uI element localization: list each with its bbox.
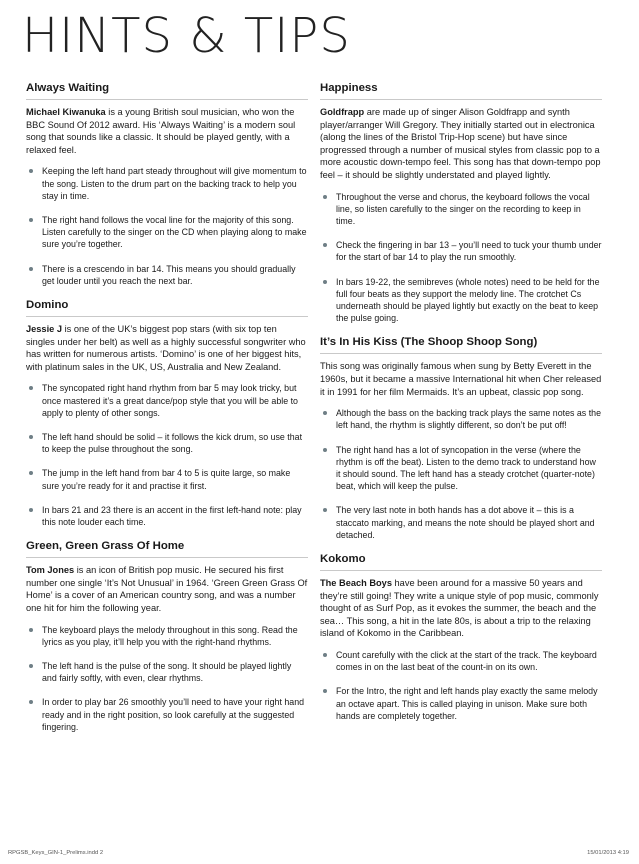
section-heading: Kokomo: [320, 553, 602, 571]
section-always-waiting: [26, 82, 308, 287]
tips-list: [320, 191, 602, 325]
left-column: [26, 82, 308, 745]
artist-name: Tom Jones: [26, 565, 75, 576]
section-green-green-grass: [26, 540, 308, 733]
intro-text: are made up of singer Alison Goldfrapp and synth player/arranger Will Gregory. They initially started out in electronica (along the lines of the Bristol Trip-Hop scene) but have since progressed through a number of musical styles from classic pop to a more acoustic down-tempo feel. This song has that down-tempo pop feel – it should be slightly understated and played lightly.: [320, 107, 601, 180]
tips-list: [320, 407, 602, 541]
right-column: [320, 82, 602, 734]
intro-text: is an icon of British pop music. He secured his first number one single ‘It’s Not Unusual’ in 1964. ‘Green Green Grass Of Home’ is a cover of an American country song, and was a number one hit for him the following year.: [26, 565, 308, 613]
intro-text: is a young British soul musician, who won the BBC Sound Of 2012 award. His ‘Always Waiting’ is a modern soul song that sounds like a classic. It should be played gently, with a relaxed feel.: [26, 107, 296, 155]
tip-item: The keyboard plays the melody throughout in this song. Read the lyrics as you play, it’ll help you with the right-hand rhythms.: [26, 624, 308, 648]
section-intro: [26, 564, 308, 614]
footer-filename: RPGSB_Keys_GIN-1_Prelims.indd 2: [8, 850, 104, 856]
tips-list: [26, 165, 308, 287]
tip-item: The jump in the left hand from bar 4 to 5 is quite large, so make sure you’re ready for it and practise it first.: [26, 467, 308, 491]
artist-name: The Beach Boys: [320, 578, 392, 588]
section-kokomo: [320, 553, 602, 722]
tip-item: The left hand should be solid – it follows the kick drum, so use that to keep the pulse throughout the song.: [26, 431, 308, 455]
section-heading: Always Waiting: [26, 82, 308, 100]
artist-name: Jessie J: [26, 324, 63, 334]
artist-name: Michael Kiwanuka: [26, 107, 106, 117]
section-intro: [26, 323, 308, 373]
section-intro: [26, 106, 308, 156]
tip-item: For the Intro, the right and left hands play exactly the same melody an octave apart. This is called playing in unison. Make sure both hands are completely together.: [320, 685, 602, 722]
tip-item: In bars 21 and 23 there is an accent in the first left-hand note: play this note louder each time.: [26, 504, 308, 528]
tip-item: Count carefully with the click at the start of the track. The keyboard comes in on the last beat of the count-in on its own.: [320, 649, 602, 673]
tip-item: The right hand follows the vocal line for the majority of this song. Listen carefully to the singer on the CD when playing along to make sure you’re together.: [26, 214, 308, 251]
tips-list: [320, 649, 602, 722]
section-heading: Domino: [26, 299, 308, 317]
tip-item: Keeping the left hand part steady throughout will give momentum to the song. Listen to the drum part on the backing track to help you stay in time.: [26, 165, 308, 202]
section-happiness: [320, 82, 602, 324]
page-title: HINTS & TIPS: [22, 8, 351, 64]
tip-item: In bars 19-22, the semibreves (whole notes) need to be held for the full four beats as they support the melody line. The crotchet Cs underneath should be played lightly but exactly on the beat to keep the pulse going.: [320, 276, 602, 325]
section-intro: This song was originally famous when sung by Betty Everett in the 1960s, but it became a massive International hit when Cher released it in 1991 for her film Mermaids. It’s an upbeat, classic pop song.: [320, 361, 602, 397]
tip-item: The right hand has a lot of syncopation in the verse (where the rhythm is off the beat). Listen to the demo track to understand how it should sound. The left hand has a steady crotchet (quarter-note) beat, which will keep the pulse.: [320, 444, 602, 493]
tip-item: The very last note in both hands has a dot above it – this is a staccato marking, and means the note should be played short and detached.: [320, 504, 602, 541]
section-intro: [320, 106, 602, 182]
tip-item: There is a crescendo in bar 14. This means you should gradually get louder until you reach the next bar.: [26, 263, 308, 287]
tip-item: In order to play bar 26 smoothly you’ll need to have your right hand ready and in the right position, so look carefully at the suggested fingering.: [26, 696, 308, 733]
tip-item: The syncopated right hand rhythm from bar 5 may look tricky, but once mastered it’s a great dance/pop style that you will be able to apply to plenty of other songs.: [26, 382, 308, 419]
section-its-in-his-kiss: [320, 336, 602, 541]
tip-item: Throughout the verse and chorus, the keyboard follows the vocal line, so listen carefully to the singer on the recording to keep in time.: [320, 191, 602, 228]
tips-list: [26, 624, 308, 733]
tip-item: The left hand is the pulse of the song. It should be played lightly and fairly softly, with even, clear rhythms.: [26, 660, 308, 684]
section-heading: It’s In His Kiss (The Shoop Shoop Song): [320, 336, 602, 354]
tip-item: Although the bass on the backing track plays the same notes as the left hand, the rhythm is slightly different, so don’t be put off!: [320, 407, 602, 431]
tips-list: [26, 382, 308, 528]
intro-text: is one of the UK’s biggest pop stars (with six top ten singles under her belt) as well as a highly successful songwriter who has written for numerous artists. ‘Domino’ is one of her biggest hits, with platinum sales in the UK, US, Australia and New Zealand.: [26, 324, 306, 372]
section-domino: [26, 299, 308, 528]
intro-text: have been around for a massive 50 years and they’re still going! They write a unique style of pop music, commonly thought of as Surf Pop, as it evokes the summer, the beach and the sea… This song, a hit in the late 80s, is about a trip to the relaxing island of Kokomo in the Caribbean.: [320, 578, 599, 639]
tip-item: Check the fingering in bar 13 – you’ll need to tuck your thumb under for the start of bar 14 to play the run smoothly.: [320, 239, 602, 263]
artist-name: Goldfrapp: [320, 107, 365, 117]
footer-timestamp: 15/01/2013 4:19: [587, 850, 629, 856]
section-heading: Happiness: [320, 82, 602, 100]
section-intro: [320, 577, 602, 640]
section-heading: Green, Green Grass Of Home: [26, 540, 308, 558]
